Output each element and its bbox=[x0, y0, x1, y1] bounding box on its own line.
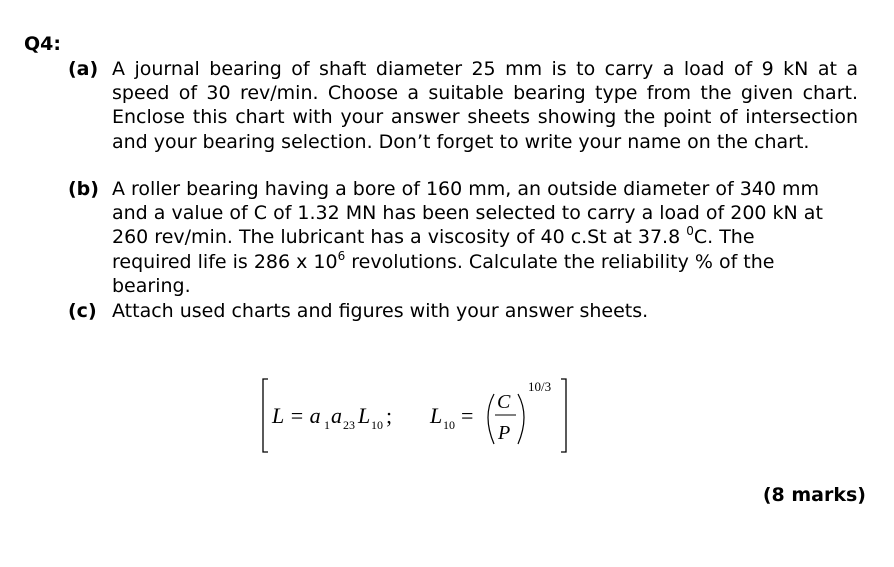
part-b-text bbox=[112, 177, 834, 298]
formula-sub-10-b: 10 bbox=[443, 418, 455, 432]
degree-superscript: 0 bbox=[686, 224, 694, 239]
formula-exponent: 10/3 bbox=[528, 379, 552, 394]
formula-denominator: P bbox=[498, 422, 511, 444]
part-b-text-1: A roller bearing having a bore of 160 mm, an outside diameter of 340 mm and a value of C of 1.32 MN has been selected to carry a load of 200 kN at 260 rev/min. The lubricant has a viscosity of 40 c.St at 37.8 bbox=[112, 178, 823, 249]
right-paren bbox=[518, 394, 524, 444]
part-a bbox=[68, 57, 858, 154]
formula-sub-23: 23 bbox=[343, 418, 355, 432]
part-c bbox=[68, 299, 858, 323]
part-b-text-3: revolutions. Calculate the reliability % of the bearing. bbox=[112, 250, 775, 297]
formula-sub-1: 1 bbox=[324, 418, 330, 432]
part-a-label: (a) bbox=[68, 58, 99, 80]
question-number: Q4: bbox=[24, 33, 61, 55]
formula-sub-10: 10 bbox=[371, 418, 383, 432]
part-b bbox=[68, 177, 858, 298]
formula-l: L = a bbox=[272, 403, 321, 428]
part-b-text-2: C. The required life is 286 x 10 bbox=[112, 226, 755, 273]
left-paren bbox=[488, 394, 494, 444]
part-b-label: (b) bbox=[68, 178, 99, 200]
formula-l10: L bbox=[358, 403, 371, 428]
part-c-text: Attach used charts and figures with your answer sheets. bbox=[112, 300, 649, 322]
formula-semicolon: ; bbox=[386, 403, 393, 428]
formula-a23: a bbox=[331, 403, 342, 428]
right-bracket bbox=[561, 379, 566, 452]
left-bracket bbox=[263, 379, 268, 452]
part-a-text: A journal bearing of shaft diameter 25 mm is to carry a load of 9 kN at a speed of 30 rev/min. Choose a suitable bearing type from the given chart. Enclose this chart with your answer sheets showing the point of intersection and your bearing selection. Don’t forget to write your name on the chart. bbox=[112, 58, 858, 153]
bearing-life-formula bbox=[258, 376, 578, 456]
formula-equals: = bbox=[461, 403, 474, 428]
formula-l10-b: L bbox=[430, 403, 443, 428]
marks-label: (8 marks) bbox=[762, 484, 866, 506]
formula-lhs bbox=[271, 403, 321, 428]
power-superscript: 6 bbox=[337, 248, 346, 263]
formula-numerator: C bbox=[497, 391, 511, 413]
formula-graphic bbox=[258, 376, 578, 456]
part-c-label: (c) bbox=[68, 300, 97, 322]
